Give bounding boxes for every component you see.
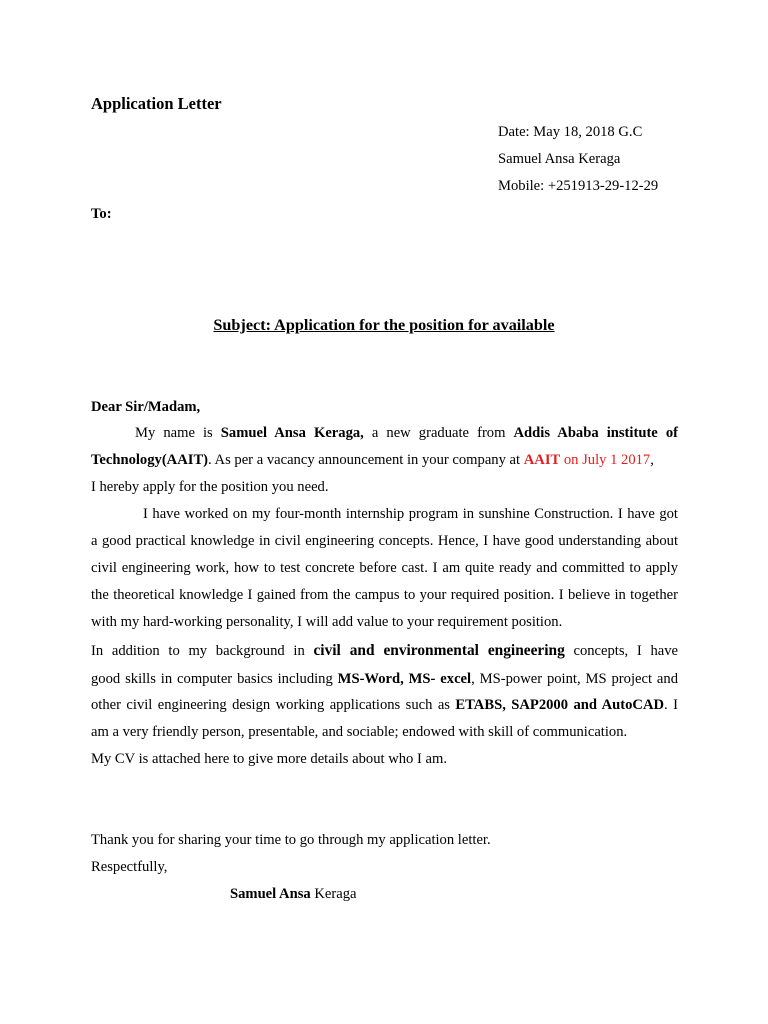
text-segment: other civil engineering design working applications such as <box>91 697 456 713</box>
date-highlight: on July 1 2017 <box>560 452 651 468</box>
salutation: Dear Sir/Madam, <box>91 399 201 415</box>
paragraph-2-line-4: the theoretical knowledge I gained from the campus to your required position. I believe in together <box>91 587 678 603</box>
closing-thanks: Thank you for sharing your time to go through my application letter. <box>91 832 491 848</box>
paragraph-3-line-2 <box>91 672 678 687</box>
text-segment: a new graduate from <box>363 425 514 441</box>
paragraph-1-line-2 <box>91 453 678 468</box>
institute-name: Addis Ababa institute of <box>513 425 678 441</box>
applicant-name: Samuel Ansa Keraga, <box>220 425 364 441</box>
paragraph-2-line-3: civil engineering work, how to test concrete before cast. I am quite ready and committed to apply <box>91 560 678 576</box>
to-label: To: <box>91 206 112 222</box>
paragraph-1-line-1 <box>135 426 678 441</box>
paragraph-2-line-2: a good practical knowledge in civil engineering concepts. Hence, I have good understanding about <box>91 533 678 549</box>
signature-name <box>230 887 356 902</box>
institute-name-cont: Technology(AAIT) <box>91 452 209 468</box>
text-segment: , <box>650 452 654 468</box>
signature-name-bold: Samuel Ansa <box>230 886 311 902</box>
signature-name-regular: Keraga <box>310 886 357 902</box>
closing-respectfully: Respectfully, <box>91 859 168 875</box>
paragraph-3-line-5: My CV is attached here to give more details about who I am. <box>91 751 447 767</box>
header-date: Date: May 18, 2018 G.C <box>498 124 643 140</box>
text-segment: good skills in computer basics including <box>91 671 338 687</box>
field-of-study: civil and environmental engineering <box>313 642 565 659</box>
text-segment: concepts, I have <box>564 643 679 659</box>
subject-line: Subject: Application for the position for available <box>213 316 555 334</box>
text-segment: . As per a vacancy announcement in your company at <box>208 452 524 468</box>
skills-highlight: MS-Word, MS- excel <box>337 671 472 687</box>
text-segment: , MS-power point, MS project and <box>471 671 678 687</box>
text-segment: My name is <box>135 425 221 441</box>
document-title: Application Letter <box>91 94 222 113</box>
company-highlight: AAIT <box>523 452 561 468</box>
paragraph-2-line-1: I have worked on my four-month internship program in sunshine Construction. I have got <box>143 506 678 522</box>
text-segment: . I <box>664 697 678 713</box>
paragraph-3-line-3 <box>91 698 678 713</box>
header-mobile: Mobile: +251913-29-12-29 <box>498 178 659 194</box>
software-highlight: ETABS, SAP2000 and AutoCAD <box>455 697 665 713</box>
text-segment: In addition to my background in <box>91 643 314 659</box>
paragraph-1-line-3: I hereby apply for the position you need. <box>91 479 329 495</box>
header-sender-name: Samuel Ansa Keraga <box>498 151 621 167</box>
paragraph-3-line-1 <box>91 643 678 659</box>
paragraph-2-line-5: with my hard-working personality, I will add value to your requirement position. <box>91 614 563 630</box>
paragraph-3-line-4: am a very friendly person, presentable, and sociable; endowed with skill of communication. <box>91 724 628 740</box>
